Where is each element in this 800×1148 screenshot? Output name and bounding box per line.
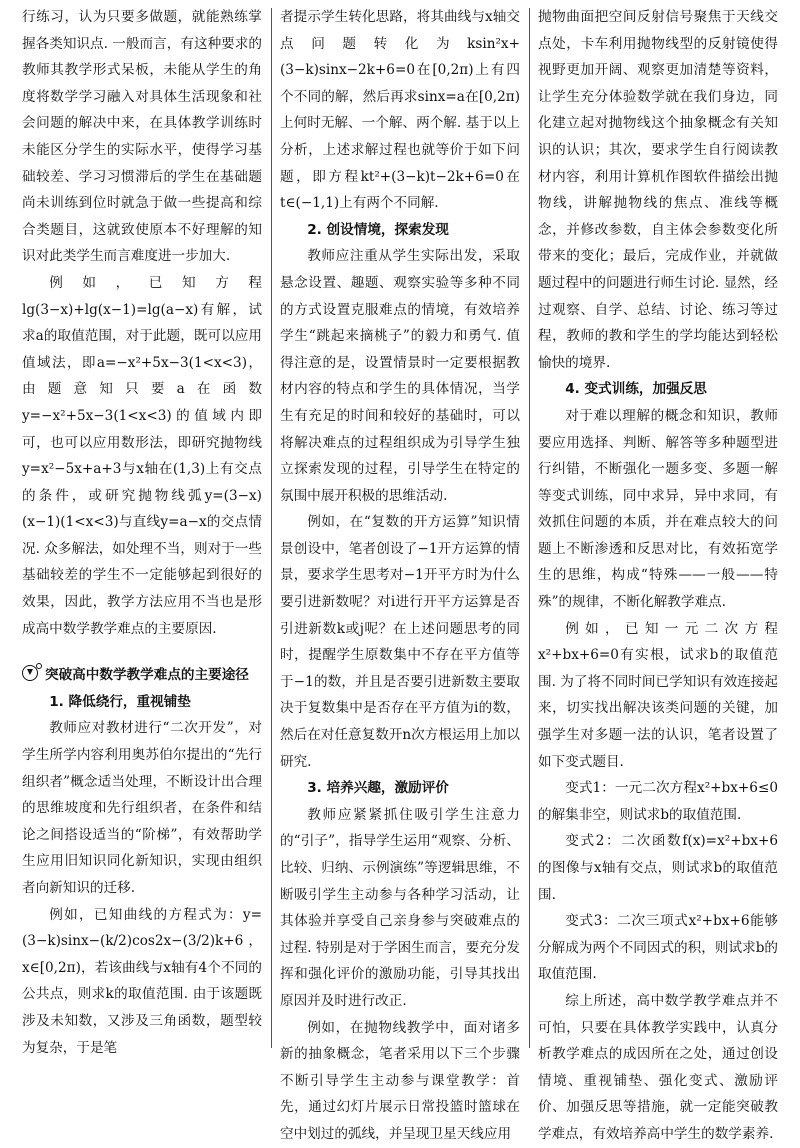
subheading-4: 4. 变式训练，加强反思	[565, 381, 707, 398]
paragraph: 者提示学生转化思路，将其曲线与x轴交点问题转化为ksin²x+(3−k)sinx−2k+6=0在[0,2π)上有四个不同的解，然后再求sinx=a在[0,2π)上何时无解、一个解、两个解. 基于以上分析，上述求解过程也就等价于如下问题，即方程kt²+(3−k)t−2k+6=0在t∈(−1,1)上有两个不同解.	[280, 9, 520, 212]
subheading-3: 3. 培养兴趣，激励评价	[307, 780, 449, 797]
summary-paragraph: 综上所述，高中数学教学难点并不可怕，只要在具体教学实践中，认真分析教学难点的成因所在之处，通过创设情境、重视铺垫、强化变式、激励评价、加强反思等措施，就一定能突破教学难点，有效培养高中学生的数学素养.	[538, 992, 778, 1142]
example-paragraph: 例如，已知曲线的方程式为：y=(3−k)sinx−(k/2)cos2x−(3/2)k+6，x∈[0,2π)，若该曲线与x轴有4个不同的公共点，则求k的取值范围. 由于该题既涉及未知数，又涉及三角函数，题型较为复杂，于是笔	[22, 906, 262, 1056]
paragraph: 教师应对教材进行“二次开发”，对学生所学内容利用奥苏伯尔提出的“先行组织者”概念适当处理，不断设计出合理的思维坡度和先行组织者，在条件和结论之间搭设适当的“阶梯”，有效帮助学生应用旧知识同化新知识，实现由组织者向新知识的迁移.	[22, 720, 262, 896]
example-paragraph: 例如，已知一元二次方程x²+bx+6=0有实根，试求b的取值范围. 为了将不同时间已学知识有效连接起来，切实找出解决该类问题的关键，加强学生对多题一法的认识，笔者设置了如下变式题目.	[538, 620, 778, 770]
column-divider	[529, 8, 530, 1048]
paragraph: 对于难以理解的概念和知识，教师要应用选择、判断、解答等多种题型进行纠错，不断强化一题多变、多题一解等变式训练，同中求异，异中求同，有效抓住问题的本质，并在难点较大的问题上不断渗透和反思对比，有效拓宽学生的思维，构成“特殊——一般——特殊”的规律，不断化解教学难点.	[538, 407, 778, 611]
section-heading	[22, 662, 262, 689]
paragraph: 抛物曲面把空间反射信号聚焦于天线交点处，卡车利用抛物线型的反射镜使得视野更加开阔、观察更加清楚等资料，让学生充分体验数学就在我们身边，同化建立起对抛物线这个抽象概念有关知识的认识；其次，要求学生自行阅读教材内容，利用计算机作图软件描绘出抛物线，讲解抛物线的焦点、准线等概念，并修改参数，自主体会参数变化所带来的变化；最后，完成作业，并就做题过程中的问题进行师生讨论. 显然，经过观察、自学、总结、讨论、练习等过程，教师的教和学生的学均能达到轻松愉快的境界.	[538, 9, 778, 371]
variant-1: 变式1：一元二次方程x²+bx+6≤0的解集非空，则试求b的取值范围.	[538, 780, 778, 823]
variant-2: 变式2：二次函数f(x)=x²+bx+6的图像与x轴有交点，则试求b的取值范围.	[538, 833, 778, 903]
example-paragraph: 例如，已知方程lg(3−x)+lg(x−1)=lg(a−x)有解，试求a的取值范围，对于此题，既可以应用值域法，即a=−x²+5x−3(1<x<3)，由题意知只要a在函数y=−x²+5x−3(1<x<3)的值域内即可，也可以应用数形法，即研究抛物线y=x²−5x+a+3与x轴在(1,3)上有交点的条件，或研究抛物线弧y=(3−x)(x−1)(1<x<3)与直线y=a−x的交点情况. 众多解法，如处理不当，则对于一些基础较差的学生不一定能够起到很好的效果，因此，教学方法应用不当也是形成高中数学教学难点的主要原因.	[22, 274, 262, 637]
article-page	[22, 4, 778, 1142]
column-divider	[271, 8, 272, 1048]
example-paragraph: 例如，在“复数的开方运算”知识情景创设中，笔者创设了−1开方运算的情景，要求学生思考对−1开平方时为什么要引进新数呢？对i进行开平方运算是否引进新数k或j呢？在上述问题思考的同时，提醒学生原数集中不存在平方值等于−1的数，并且是否要引进新数主要取决于复数集中是否存在平方值为i的数，然后在对任意复数开n次方根运用上加以研究.	[280, 514, 520, 770]
column-middle	[280, 4, 520, 1142]
down-arrow-circle-icon	[22, 665, 38, 681]
section-heading-text: 突破高中数学教学难点的主要途径	[45, 667, 249, 684]
subheading-2: 2. 创设情境，探索发现	[307, 221, 449, 238]
subheading-1: 1. 降低绕行，重视铺垫	[49, 693, 191, 710]
column-left	[22, 4, 262, 1056]
paragraph: 教师应紧紧抓住吸引学生注意力的“引子”，指导学生运用“观察、分析、比较、归纳、示例演练”等逻辑思维，不断吸引学生主动参与各种学习活动，让其体验并享受自己亲身参与突破难点的过程. 特别是对于学困生而言，要充分发挥和强化评价的激励功能，引导其找出原因并及时进行改正.	[280, 806, 520, 1009]
paragraph: 行练习，认为只要多做题，就能熟练掌握各类知识点. 一般而言，有这种要求的教师其教学形式呆板，未能从学生的角度将数学学习融入对具体生活现象和社会问题的解决中来，在具体教学训练时未能区分学生的实际水平，使得学习基础较差、学习习惯滞后的学生在基础题尚未训练到位时就急于做一些提高和综合类题目，这就致使原本不好理解的知识对此类学生而言难度进一步加大.	[22, 9, 262, 265]
paragraph: 教师应注重从学生实际出发，采取悬念设置、趣题、观察实验等多种不同的方式设置克服难点的情境，有效培养学生“跳起来摘桃子”的毅力和勇气. 值得注意的是，设置情景时一定要根据教材内容的特点和学生的具体情况，当学生有充足的时间和较好的基础时，可以将解决难点的过程组织成为引导学生独立探索发现的过程，引导学生在特定的氛围中展开积极的思维活动.	[280, 248, 520, 504]
variant-3: 变式3：二次三项式x²+bx+6能够分解成为两个不同因式的积，则试求b的取值范围.	[538, 913, 778, 983]
column-right	[538, 4, 778, 1142]
spacer	[22, 642, 262, 662]
example-paragraph: 例如，在抛物线教学中，面对诸多新的抽象概念，笔者采用以下三个步骤不断引导学生主动参与课堂教学：首先，通过幻灯片展示日常投篮时篮球在空中划过的弧线，并呈现卫星天线应用	[280, 1019, 520, 1142]
